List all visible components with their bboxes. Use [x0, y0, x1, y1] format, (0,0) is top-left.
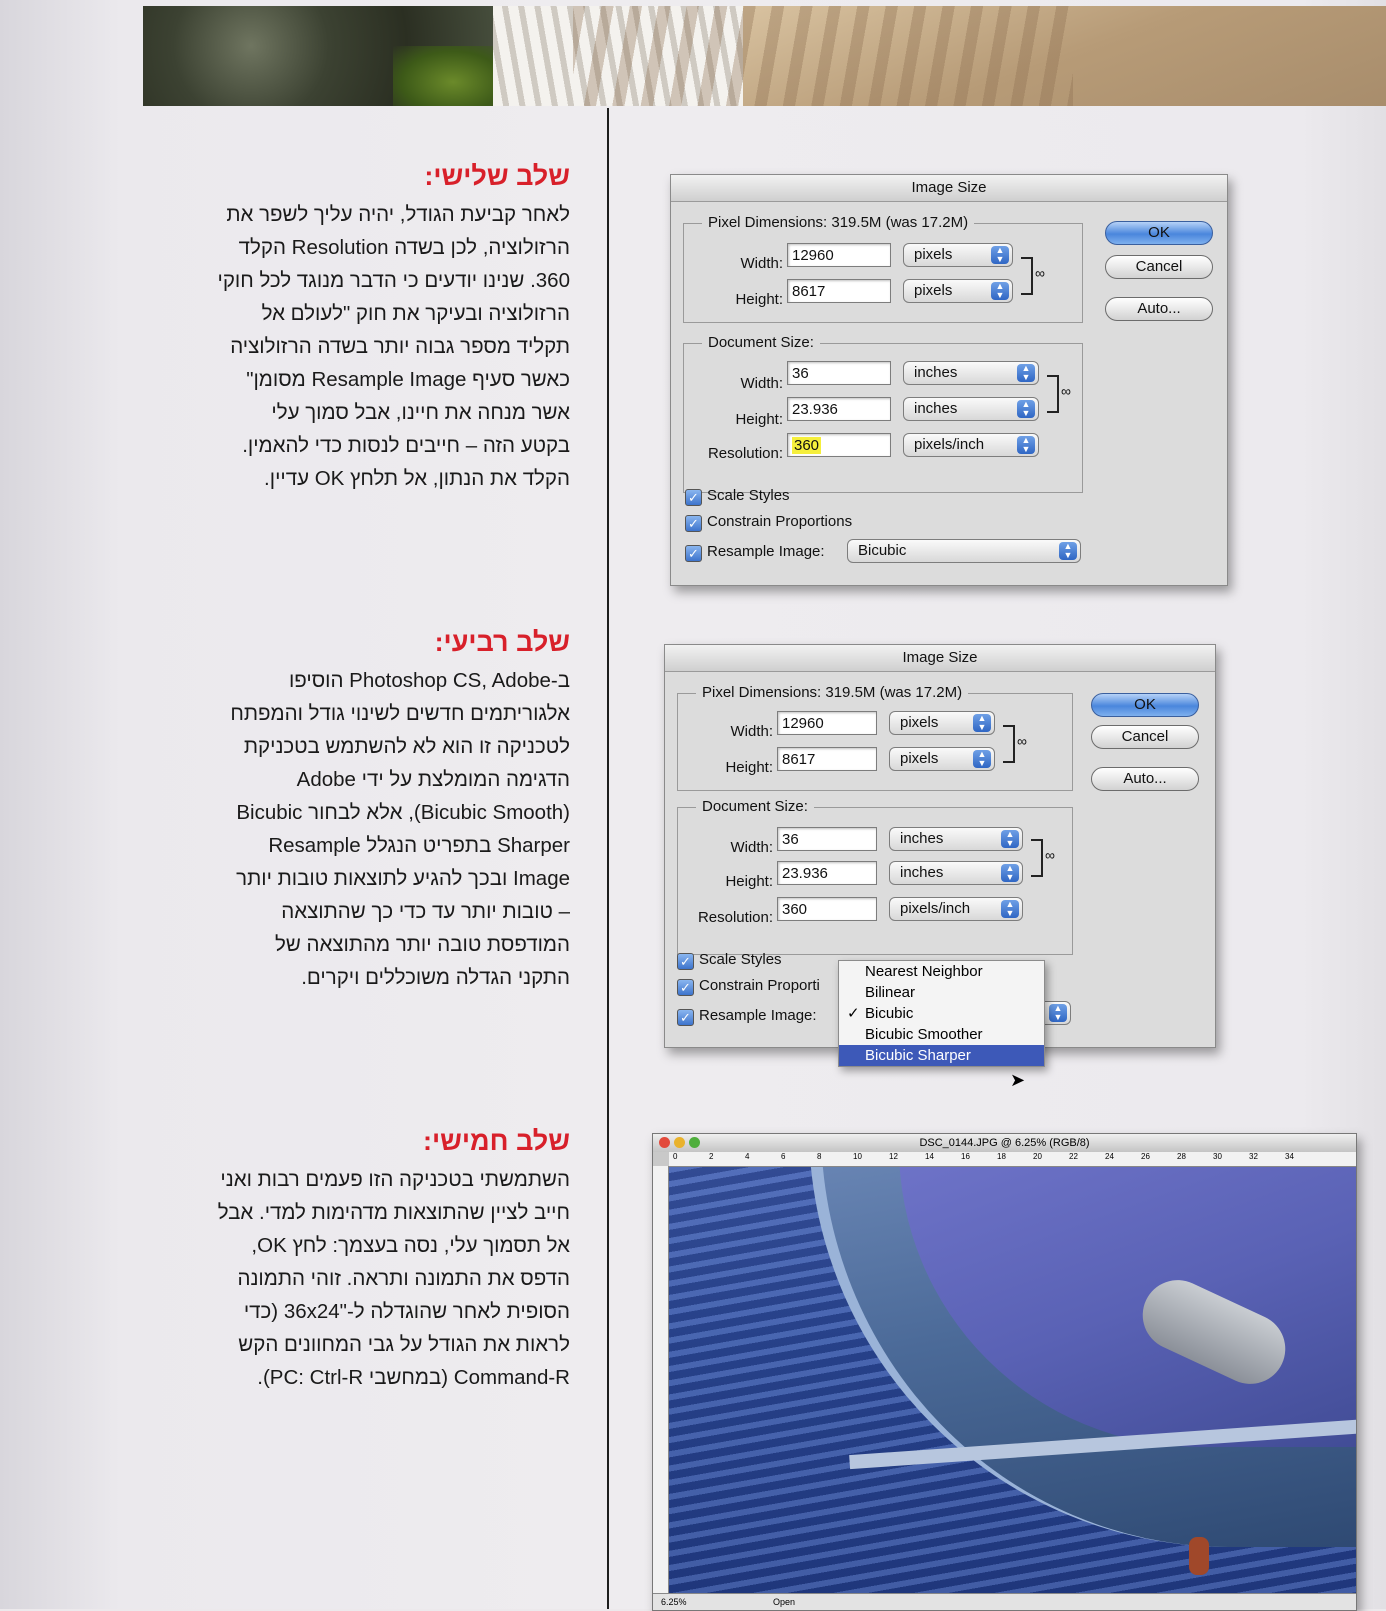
checkmark-icon: ✓	[685, 515, 702, 532]
line: לטכניקה זו הוא לא להשתמש בטכניקת	[243, 735, 570, 759]
horizontal-ruler[interactable]	[669, 1152, 1356, 1167]
checkbox-label: Constrain Proporti	[699, 977, 820, 994]
constrain-proportions-checkbox[interactable]	[677, 977, 820, 996]
resample-image-checkbox[interactable]	[677, 1007, 817, 1026]
checkmark-icon: ✓	[677, 979, 694, 996]
step-4-body	[130, 664, 570, 994]
line: כאשר סעיף Resample Image מסומן"	[246, 368, 570, 392]
cancel-button[interactable]: Cancel	[1105, 255, 1213, 279]
pixel-dimensions-label: Pixel Dimensions: 319.5M (was 17.2M)	[696, 684, 968, 701]
doc-width-input[interactable]: 36	[787, 361, 891, 385]
resolution-value: 360	[794, 437, 820, 454]
menu-item-bicubic-sharper[interactable]: Bicubic Sharper	[839, 1045, 1044, 1066]
doc-height-input[interactable]: 23.936	[777, 861, 877, 885]
doc-width-label: Width:	[730, 839, 773, 856]
ruler-tick-label: 24	[1105, 1152, 1114, 1161]
checkbox-label: Resample Image:	[699, 1007, 817, 1024]
document-title: DSC_0144.JPG @ 6.25% (RGB/8)	[919, 1137, 1090, 1149]
pixel-height-input[interactable]: 8617	[777, 747, 877, 771]
step-3	[130, 160, 570, 495]
status-bar	[653, 1593, 1356, 1610]
popup-arrows-icon: ▲ ▼	[1017, 436, 1035, 454]
doc-height-unit-select[interactable]	[903, 397, 1039, 421]
resample-value: Bicubic	[858, 542, 907, 559]
vertical-ruler[interactable]	[653, 1166, 669, 1594]
status-text: Open	[773, 1597, 796, 1607]
checkmark-icon: ✓	[677, 953, 694, 970]
height-label: Height:	[725, 759, 773, 776]
header-photo	[143, 6, 1386, 106]
ruler-tick-label: 26	[1141, 1152, 1150, 1161]
pixel-height-unit-select[interactable]	[889, 747, 995, 771]
close-button[interactable]	[659, 1137, 670, 1148]
pixel-dimensions-label: Pixel Dimensions: 319.5M (was 17.2M)	[702, 214, 974, 231]
popup-arrows-icon: ▲ ▼	[1059, 542, 1077, 560]
ruler-tick-label: 30	[1213, 1152, 1222, 1161]
ok-button[interactable]: OK	[1091, 693, 1199, 717]
ruler-tick-label: 32	[1249, 1152, 1258, 1161]
pixel-height-input[interactable]: 8617	[787, 279, 891, 303]
pixel-width-input[interactable]: 12960	[777, 711, 877, 735]
popup-arrows-icon: ▲ ▼	[1017, 364, 1035, 382]
auto-button[interactable]: Auto...	[1091, 767, 1199, 791]
line: הדגימה המומלצת על ידי Adobe	[296, 768, 570, 792]
doc-height-label: Height:	[735, 411, 783, 428]
popup-arrows-icon: ▲ ▼	[1017, 400, 1035, 418]
ok-button[interactable]: OK	[1105, 221, 1213, 245]
line: – טובות יותר עד כדי כך שהתוצאה	[281, 900, 570, 924]
line: לאחר קביעת הגודל, יהיה עליך לשפר את	[226, 203, 570, 227]
cancel-button[interactable]: Cancel	[1091, 725, 1199, 749]
doc-height-input[interactable]: 23.936	[787, 397, 891, 421]
dialog-title: Image Size	[671, 175, 1227, 202]
popup-arrows-icon: ▲ ▼	[1001, 864, 1019, 882]
line: חייב לציין שהתוצאות מדהימות למדי. אבל	[217, 1201, 570, 1225]
popup-arrows-icon: ▲ ▼	[991, 282, 1009, 300]
ruler-tick-label: 22	[1069, 1152, 1078, 1161]
step-3-body	[130, 198, 570, 495]
minimize-button[interactable]	[674, 1137, 685, 1148]
line: הרזולוציה ובעיקר את חוק "לעולם אל	[261, 302, 570, 326]
line: התקני הגדלה משוכללים ויקרים.	[301, 966, 570, 990]
ruler-tick-label: 20	[1033, 1152, 1042, 1161]
line: בקטע הזה – חייבים לנסות כדי להאמין.	[242, 434, 570, 458]
popup-arrows-icon: ▲ ▼	[1049, 1004, 1067, 1022]
checkmark-icon: ✓	[685, 545, 702, 562]
unit-label: pixels	[914, 282, 953, 299]
line: אשר מנחה את חיינו, אבל סמוך עלי	[271, 401, 570, 425]
line: תקליד מספר גבוה יותר בשדה הרזולוציה	[230, 335, 570, 359]
line: (Bicubic Smooth), אלא לבחור Bicubic	[236, 801, 570, 825]
line: השתמשתי בטכניקה הזו פעמים רבות ואני	[220, 1168, 570, 1192]
resample-image-checkbox[interactable]	[685, 543, 825, 562]
pixel-width-unit-select[interactable]	[903, 243, 1013, 267]
width-label: Width:	[730, 723, 773, 740]
chain-link-icon: ∞	[1061, 383, 1071, 399]
line: 360. שנינו יודעים כי הדבר מנוגד לכל חוקי	[217, 269, 570, 293]
unit-label: pixels/inch	[914, 436, 985, 453]
doc-width-unit-select[interactable]	[889, 827, 1023, 851]
constrain-bracket	[1047, 375, 1059, 413]
chain-link-icon: ∞	[1017, 733, 1027, 749]
unit-label: inches	[900, 830, 944, 847]
popup-arrows-icon: ▲ ▼	[1001, 900, 1019, 918]
menu-item-bicubic[interactable]	[839, 1003, 1044, 1024]
line: הקלד את הנתון, אל תלחץ OK עדיין.	[264, 467, 570, 491]
step-5-heading: שלב חמישי:	[423, 1126, 570, 1156]
ruler-tick-label: 18	[997, 1152, 1006, 1161]
resolution-label: Resolution:	[697, 909, 773, 926]
checkbox-label: Resample Image:	[707, 543, 825, 560]
unit-label: inches	[914, 364, 958, 381]
line: הרזולוציה, לכן בשדה Resolution הקלד	[238, 236, 570, 260]
mouse-pointer-icon: ➤	[1010, 1070, 1026, 1090]
doc-width-input[interactable]: 36	[777, 827, 877, 851]
checkmark-icon: ✓	[677, 1009, 694, 1026]
ruler-tick-label: 8	[817, 1152, 822, 1161]
pixel-height-unit-select[interactable]	[903, 279, 1013, 303]
constrain-bracket	[1021, 257, 1033, 295]
popup-arrows-icon: ▲ ▼	[973, 714, 991, 732]
column-divider	[607, 108, 609, 1609]
ruler-tick-label: 0	[673, 1152, 678, 1161]
constrain-bracket	[1031, 839, 1043, 877]
doc-width-unit-select[interactable]	[903, 361, 1039, 385]
document-size-label: Document Size:	[702, 334, 820, 351]
menu-item-bicubic-smoother[interactable]: Bicubic Smoother	[865, 1026, 983, 1043]
ruler-tick-label: 16	[961, 1152, 970, 1161]
step-5-body	[130, 1163, 570, 1394]
auto-button[interactable]: Auto...	[1105, 297, 1213, 321]
ruler-tick-label: 10	[853, 1152, 862, 1161]
unit-label: pixels/inch	[900, 900, 971, 917]
popup-arrows-icon: ▲ ▼	[991, 246, 1009, 264]
resolution-unit-select[interactable]	[889, 897, 1023, 921]
doc-width-label: Width:	[740, 375, 783, 392]
ruler-tick-label: 2	[709, 1152, 714, 1161]
ruler-tick-label: 6	[781, 1152, 786, 1161]
resample-method-select[interactable]	[847, 539, 1081, 563]
chain-link-icon: ∞	[1045, 847, 1055, 863]
doc-height-label: Height:	[725, 873, 773, 890]
unit-label: pixels	[900, 714, 939, 731]
step-5	[130, 1125, 570, 1394]
chain-link-icon: ∞	[1035, 265, 1045, 281]
line: אל תסמוך עלי, נסה בעצמך: לחץ OK,	[251, 1234, 570, 1258]
ruler-tick-label: 34	[1285, 1152, 1294, 1161]
zoom-level[interactable]: 6.25%	[661, 1597, 687, 1607]
constrain-bracket	[1003, 725, 1015, 763]
ruler-tick-label: 28	[1177, 1152, 1186, 1161]
unit-label: inches	[914, 400, 958, 417]
menu-item-label: Bicubic	[865, 1005, 914, 1022]
popup-arrows-icon: ▲ ▼	[973, 750, 991, 768]
resolution-label: Resolution:	[707, 445, 783, 462]
unit-label: inches	[900, 864, 944, 881]
checkbox-label: Scale Styles	[699, 951, 782, 968]
doc-height-unit-select[interactable]	[889, 861, 1023, 885]
resolution-input[interactable]: 360	[777, 897, 877, 921]
document-window	[652, 1133, 1357, 1611]
check-icon: ✓	[847, 1005, 860, 1022]
resample-method-menu	[838, 960, 1045, 1067]
step-3-heading: שלב שלישי:	[424, 161, 570, 191]
checkbox-label: Scale Styles	[707, 487, 790, 504]
checkbox-label: Constrain Proportions	[707, 513, 853, 530]
image-canvas[interactable]	[669, 1167, 1356, 1594]
unit-label: pixels	[914, 246, 953, 263]
window-title-bar	[653, 1134, 1356, 1152]
zoom-button[interactable]	[689, 1137, 700, 1148]
rust-mark	[1189, 1537, 1209, 1575]
line: הדפס את התמונה ותראה. זוהי התמונה	[237, 1267, 570, 1291]
pixel-width-input[interactable]: 12960	[787, 243, 891, 267]
line: Sharper בתפריט הנגלל Resample	[268, 834, 570, 858]
line: הסופית לאחר שהוגדלה ל-"36x24 (כדי	[243, 1300, 570, 1324]
document-size-label: Document Size:	[696, 798, 814, 815]
scale-styles-checkbox[interactable]	[685, 487, 790, 506]
constrain-proportions-checkbox[interactable]	[685, 513, 852, 532]
ruler-tick-label: 14	[925, 1152, 934, 1161]
railing-shadow	[573, 6, 1073, 106]
height-label: Height:	[735, 291, 783, 308]
step-4-heading: שלב רביעי:	[434, 627, 570, 657]
menu-item-nearest-neighbor[interactable]: Nearest Neighbor	[865, 963, 983, 980]
pixel-width-unit-select[interactable]	[889, 711, 995, 735]
menu-item-bilinear[interactable]: Bilinear	[865, 984, 916, 1001]
resolution-unit-select[interactable]	[903, 433, 1039, 457]
width-label: Width:	[740, 255, 783, 272]
dialog-title: Image Size	[665, 645, 1215, 672]
line: ב-Photoshop CS, Adobe הוסיפו	[288, 669, 570, 693]
resolution-input[interactable]	[787, 433, 891, 457]
ruler-tick-label: 12	[889, 1152, 898, 1161]
checkmark-icon: ✓	[685, 489, 702, 506]
scale-styles-checkbox[interactable]	[677, 951, 782, 970]
ruler-tick-label: 4	[745, 1152, 750, 1161]
line: המודפסת טובה יותר מהתוצאה של	[275, 933, 570, 957]
image-size-dialog-1	[670, 174, 1228, 586]
unit-label: pixels	[900, 750, 939, 767]
popup-arrows-icon: ▲ ▼	[1001, 830, 1019, 848]
line: אלגוריתמים חדשים לשינוי גודל והמפתח	[230, 702, 570, 726]
line: Image ובכך להגיע לתוצאות טובות יותר	[236, 867, 570, 891]
line: לראות את הגודל על גבי המחוונים הקש	[238, 1333, 570, 1357]
step-4	[130, 626, 570, 994]
line: Command-R (במחשבי PC: Ctrl-R).	[257, 1366, 570, 1390]
